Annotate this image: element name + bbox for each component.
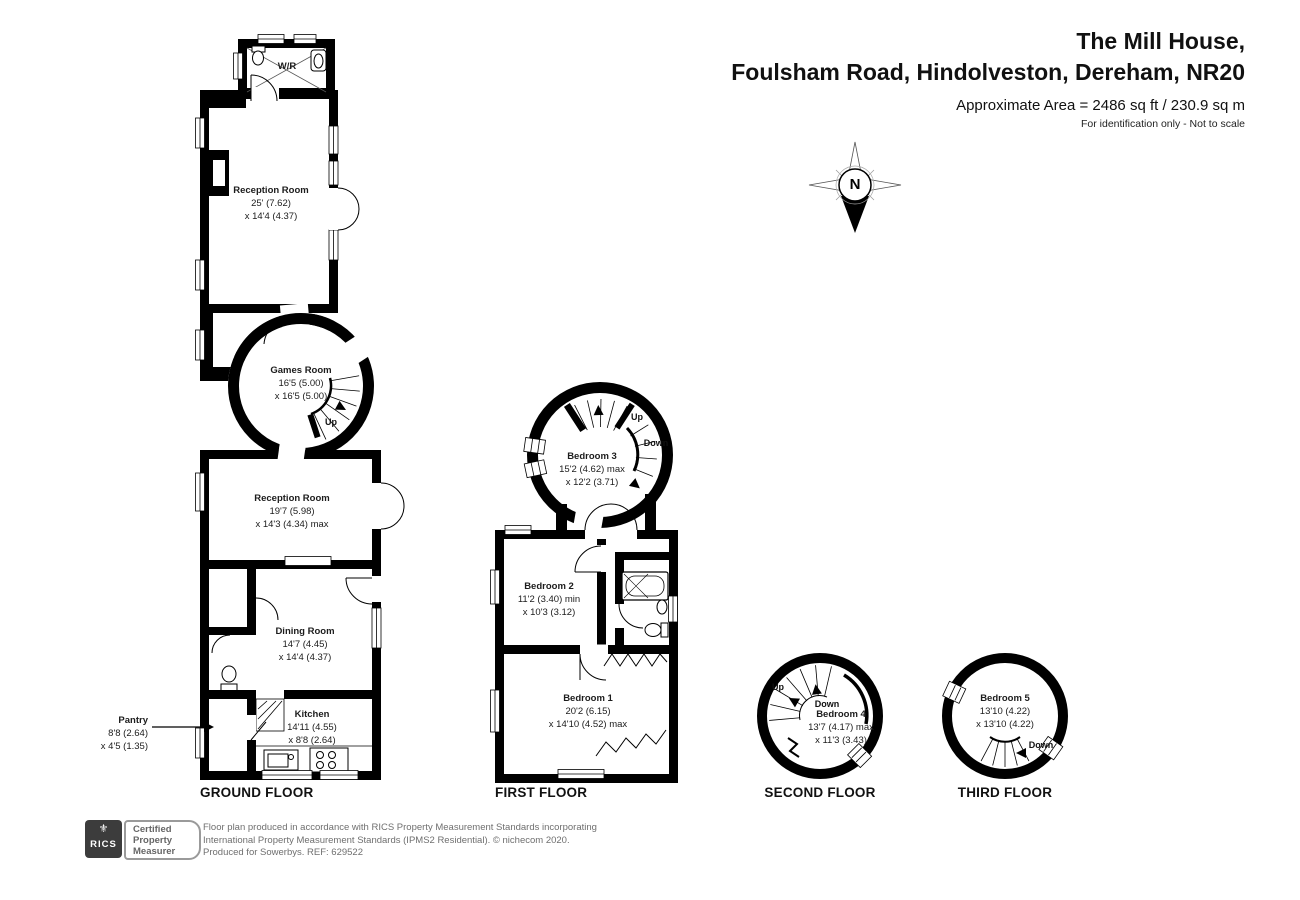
footer-disclaimer: Floor plan produced in accordance with RICS Property Measurement Standards incorporating International Property Measurement Standards (IPMS2 Residential). © nichecom 2020. Produced for Sowerbys. REF: 629522 bbox=[203, 822, 597, 858]
room-label-dining: Dining Room 14'7 (4.45) x 14'4 (4.37) bbox=[275, 626, 335, 663]
pantry-arrow bbox=[152, 722, 214, 732]
room-label-wr: W/R bbox=[277, 61, 297, 72]
room-label-bedroom2: Bedroom 2 11'2 (3.40) min x 10'3 (3.12) bbox=[517, 581, 581, 618]
compass-north-label: N bbox=[849, 176, 861, 193]
floor-label-third: THIRD FLOOR bbox=[957, 785, 1053, 800]
room-label-reception2: Reception Room 19'7 (5.98) x 14'3 (4.34) max bbox=[254, 493, 330, 530]
stairs-up-label: Up bbox=[325, 417, 337, 427]
ground-floor-plan bbox=[152, 35, 404, 780]
room-label-bedroom5: Bedroom 5 13'10 (4.22) x 13'10 (4.22) bbox=[976, 693, 1034, 730]
disclaimer: For identification only - Not to scale bbox=[1081, 118, 1245, 130]
page-subtitle: Foulsham Road, Hindolveston, Dereham, NR20 bbox=[731, 59, 1245, 85]
certified-measurer-badge: Certified Property Measurer bbox=[124, 820, 201, 860]
basin-icon bbox=[657, 600, 667, 614]
stairs-up-label: Up bbox=[631, 412, 643, 422]
rics-logo: ⚜ RICS bbox=[85, 820, 122, 858]
room-label-reception1: Reception Room 25' (7.62) x 14'4 (4.37) bbox=[233, 185, 309, 222]
toilet-icon bbox=[221, 666, 237, 691]
room-label-games: Games Room 16'5 (5.00) x 16'5 (5.00) bbox=[270, 365, 332, 402]
room-label-pantry: Pantry 8'8 (2.64) x 4'5 (1.35) bbox=[100, 715, 148, 752]
approximate-area: Approximate Area = 2486 sq ft / 230.9 sq m bbox=[956, 97, 1245, 114]
stairs-down-label: Down bbox=[814, 699, 840, 709]
rics-crest-icon: ⚜ bbox=[98, 823, 109, 835]
header bbox=[731, 26, 1245, 130]
stairs-down-label: Down bbox=[643, 438, 669, 448]
bath-icon bbox=[622, 572, 668, 600]
radiator bbox=[285, 557, 331, 566]
page-title: The Mill House, bbox=[1076, 28, 1245, 54]
stairs-down-label: Down bbox=[1028, 740, 1054, 750]
kitchen-sink-icon bbox=[264, 750, 298, 770]
room-label-bedroom3: Bedroom 3 15'2 (4.62) max x 12'2 (3.71) bbox=[559, 451, 625, 488]
floor-label-second: SECOND FLOOR bbox=[764, 785, 876, 800]
room-label-kitchen: Kitchen 14'11 (4.55) x 8'8 (2.64) bbox=[287, 709, 337, 746]
room-label-bedroom4: Bedroom 4 13'7 (4.17) max x 11'3 (3.43) bbox=[808, 709, 874, 746]
hob-icon bbox=[310, 748, 348, 772]
floor-label-first: FIRST FLOOR bbox=[495, 785, 588, 800]
room-label-bedroom1: Bedroom 1 20'2 (6.15) x 14'10 (4.52) max bbox=[548, 693, 628, 730]
toilet-icon bbox=[645, 623, 668, 637]
floor-label-ground: GROUND FLOOR bbox=[200, 785, 314, 800]
stairs-up-label: Up bbox=[772, 682, 784, 692]
